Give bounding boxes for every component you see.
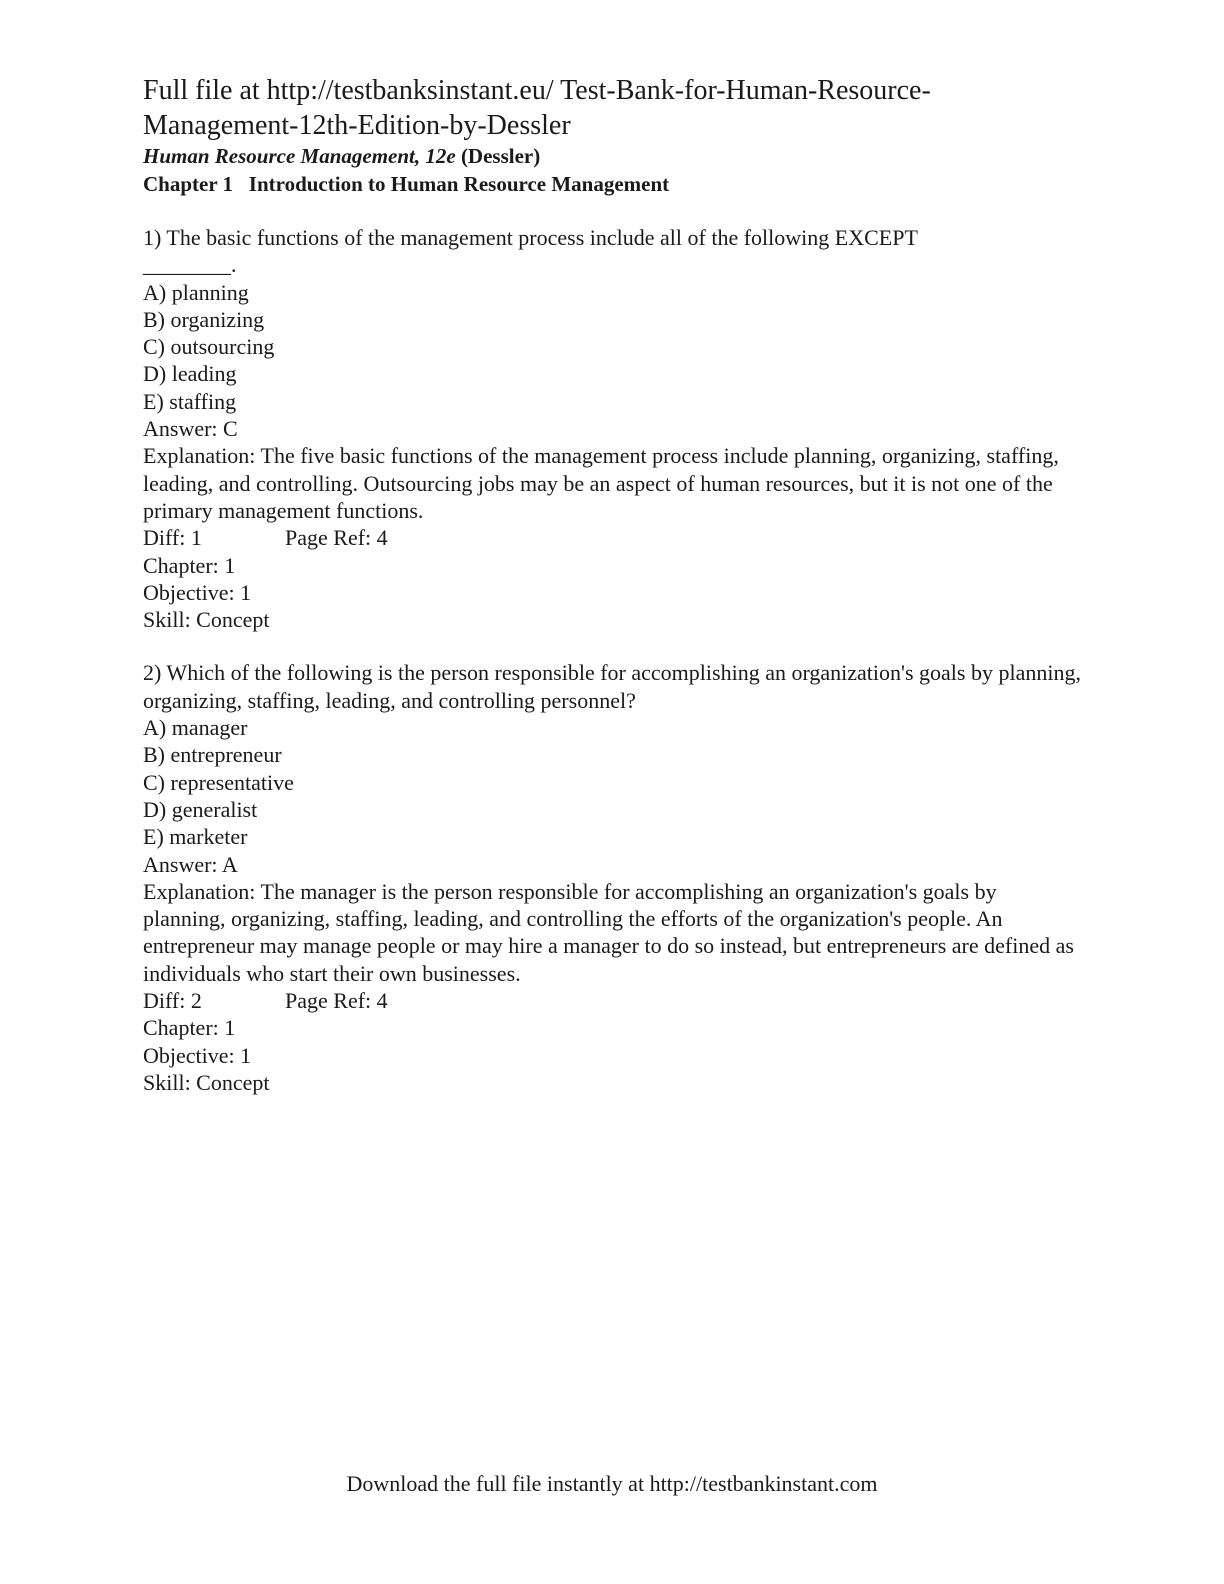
file-header-line-2: Management-12th-Edition-by-Dessler [143,110,571,141]
page-ref: Page Ref: 4 [285,988,388,1014]
option-e: E) marketer [143,824,248,850]
page-ref: Page Ref: 4 [285,525,388,551]
file-header-line-1: Full file at http://testbanksinstant.eu/ Test-Bank-for-Human-Resource- [143,75,931,106]
answer: Answer: C [143,416,238,442]
document-page [143,73,1083,1096]
question-2 [143,659,1083,1096]
option-a: A) manager [143,715,248,741]
book-author: (Dessler) [460,144,541,168]
question-text: 1) The basic functions of the management process include all of the following EXCEPT [143,225,918,250]
option-d: D) generalist [143,796,258,822]
chapter-ref: Chapter: 1 [143,1015,236,1041]
option-a: A) planning [143,279,249,305]
option-b: B) entrepreneur [143,742,282,768]
option-e: E) staffing [143,388,237,414]
difficulty: Diff: 2 [143,988,202,1014]
option-c: C) outsourcing [143,334,275,360]
book-title: Human Resource Management, 12e [143,144,456,168]
option-b: B) organizing [143,306,265,332]
diff-pageref-row [143,524,1083,551]
question-blank: ________. [143,252,237,278]
explanation: Explanation: The manager is the person responsible for accomplishing an organization's goals by planning, organizing, staffing, leading, and controlling the efforts of the organization's people. An entrepreneur may manage people or may hire a manager to do so instead, but entrepreneurs are defined as individuals who start their own businesses. [143,878,1074,986]
skill: Skill: Concept [143,607,270,633]
objective: Objective: 1 [143,579,252,605]
footer-download-link: Download the full file instantly at http://testbankinstant.com [346,1471,878,1496]
objective: Objective: 1 [143,1042,252,1068]
answer: Answer: A [143,851,238,877]
skill: Skill: Concept [143,1069,270,1095]
book-title-line [143,143,1083,170]
question-text: 2) Which of the following is the person responsible for accomplishing an organization's goals by planning, organizing, staffing, leading, and controlling personnel? [143,660,1081,713]
chapter-heading: Chapter 1 Introduction to Human Resource Management [143,172,670,196]
chapter-ref: Chapter: 1 [143,552,236,578]
diff-pageref-row [143,987,1083,1014]
explanation: Explanation: The five basic functions of the management process include planning, organizing, staffing, leading, and controlling. Outsourcing jobs may be an aspect of human resources, but it is not one of the primary management functions. [143,443,1059,523]
question-1 [143,224,1083,633]
option-c: C) representative [143,769,294,795]
option-d: D) leading [143,361,237,387]
difficulty: Diff: 1 [143,525,202,551]
